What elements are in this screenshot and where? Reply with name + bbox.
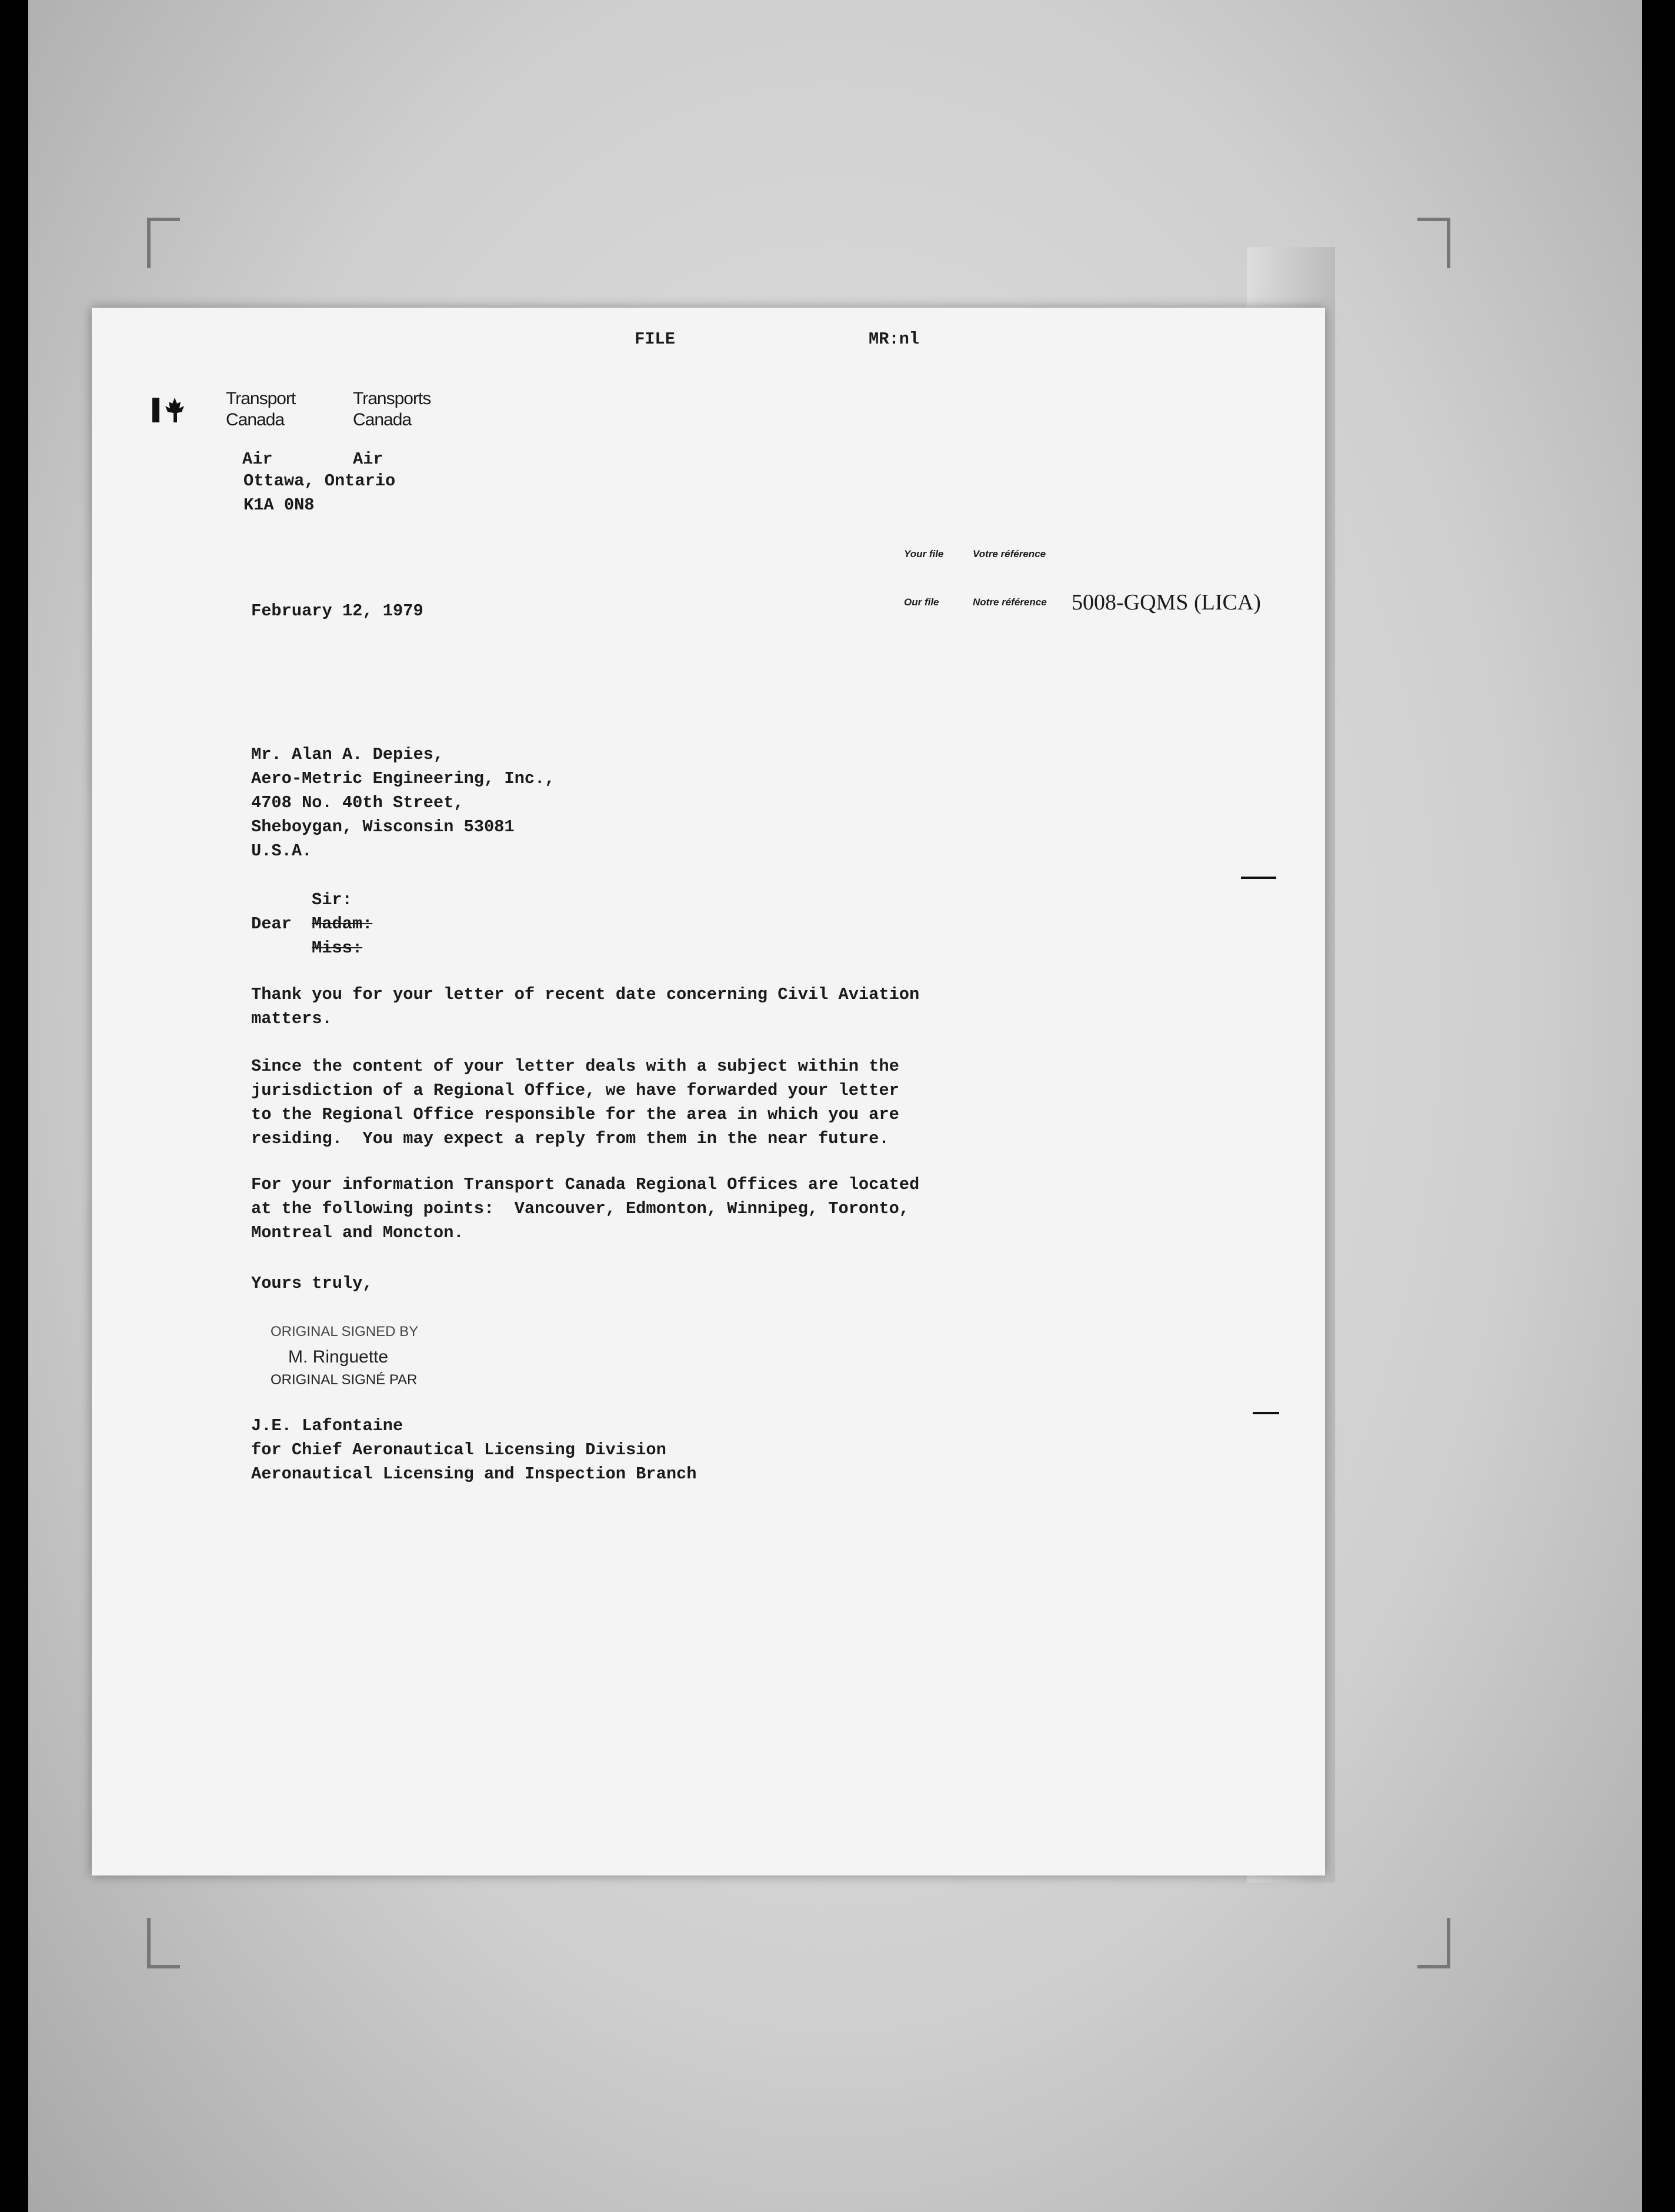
sender-city: Ottawa, Ontario <box>243 471 396 491</box>
stamp-line: ORIGINAL SIGNÉ PAR <box>271 1372 418 1388</box>
our-file-number: 5008-GQMS (LICA) <box>1072 590 1261 615</box>
dept-name-en-1: Transport <box>226 389 296 408</box>
signature-stamp <box>259 1324 441 1394</box>
initials: MR:nl <box>869 329 920 349</box>
body-line: jurisdiction of a Regional Office, we have forwarded your letter <box>251 1081 899 1100</box>
margin-mark <box>1253 1412 1279 1414</box>
letter-date: February 12, 1979 <box>251 601 423 621</box>
salutation-miss-struck: Miss: <box>312 938 363 958</box>
dept-name-en-2: Canada <box>226 410 285 429</box>
our-file-label-fr: Notre référence <box>973 597 1047 608</box>
stamp-signer: M. Ringuette <box>288 1347 389 1367</box>
dept-air-fr: Air <box>353 449 383 469</box>
margin-mark <box>1241 877 1276 879</box>
salutation-madam-struck: Madam: <box>312 914 373 934</box>
dept-name-fr-2: Canada <box>353 410 412 429</box>
body-line: For your information Transport Canada Regional Offices are located <box>251 1175 920 1194</box>
signatory-branch: Aeronautical Licensing and Inspection Branch <box>251 1464 697 1484</box>
recipient-line: Aero-Metric Engineering, Inc., <box>251 769 555 788</box>
body-line: Montreal and Moncton. <box>251 1223 464 1242</box>
canada-flag-logo <box>152 395 199 425</box>
body-line: Since the content of your letter deals with a subject within the <box>251 1057 899 1076</box>
corner-mark <box>1417 1918 1450 1968</box>
salutation-dear: Dear <box>251 914 292 934</box>
recipient-line: 4708 No. 40th Street, <box>251 793 464 812</box>
sender-postal: K1A 0N8 <box>243 495 315 515</box>
body-line: residing. You may expect a reply from them in the near future. <box>251 1129 889 1148</box>
body-line: matters. <box>251 1009 332 1028</box>
recipient-line: U.S.A. <box>251 841 312 861</box>
signatory-title: for Chief Aeronautical Licensing Division <box>251 1440 666 1460</box>
corner-mark <box>147 1918 180 1968</box>
stamp-line: ORIGINAL SIGNED BY <box>271 1324 419 1340</box>
signatory-name: J.E. Lafontaine <box>251 1416 403 1435</box>
body-line: to the Regional Office responsible for the area in which you are <box>251 1105 899 1124</box>
your-file-label-fr: Votre référence <box>973 548 1046 559</box>
corner-mark <box>147 218 180 268</box>
recipient-line: Sheboygan, Wisconsin 53081 <box>251 817 515 837</box>
our-file-label: Our file <box>904 597 939 608</box>
body-line: at the following points: Vancouver, Edmonton, Winnipeg, Toronto, <box>251 1199 909 1218</box>
recipient-line: Mr. Alan A. Depies, <box>251 745 444 764</box>
salutation-sir: Sir: <box>312 890 352 910</box>
dept-air-en: Air <box>242 449 273 469</box>
file-label: FILE <box>635 329 675 349</box>
body-line: Thank you for your letter of recent date concerning Civil Aviation <box>251 985 920 1004</box>
your-file-label: Your file <box>904 548 944 559</box>
corner-mark <box>1417 218 1450 268</box>
dept-name-fr-1: Transports <box>353 389 431 408</box>
closing: Yours truly, <box>251 1274 373 1293</box>
